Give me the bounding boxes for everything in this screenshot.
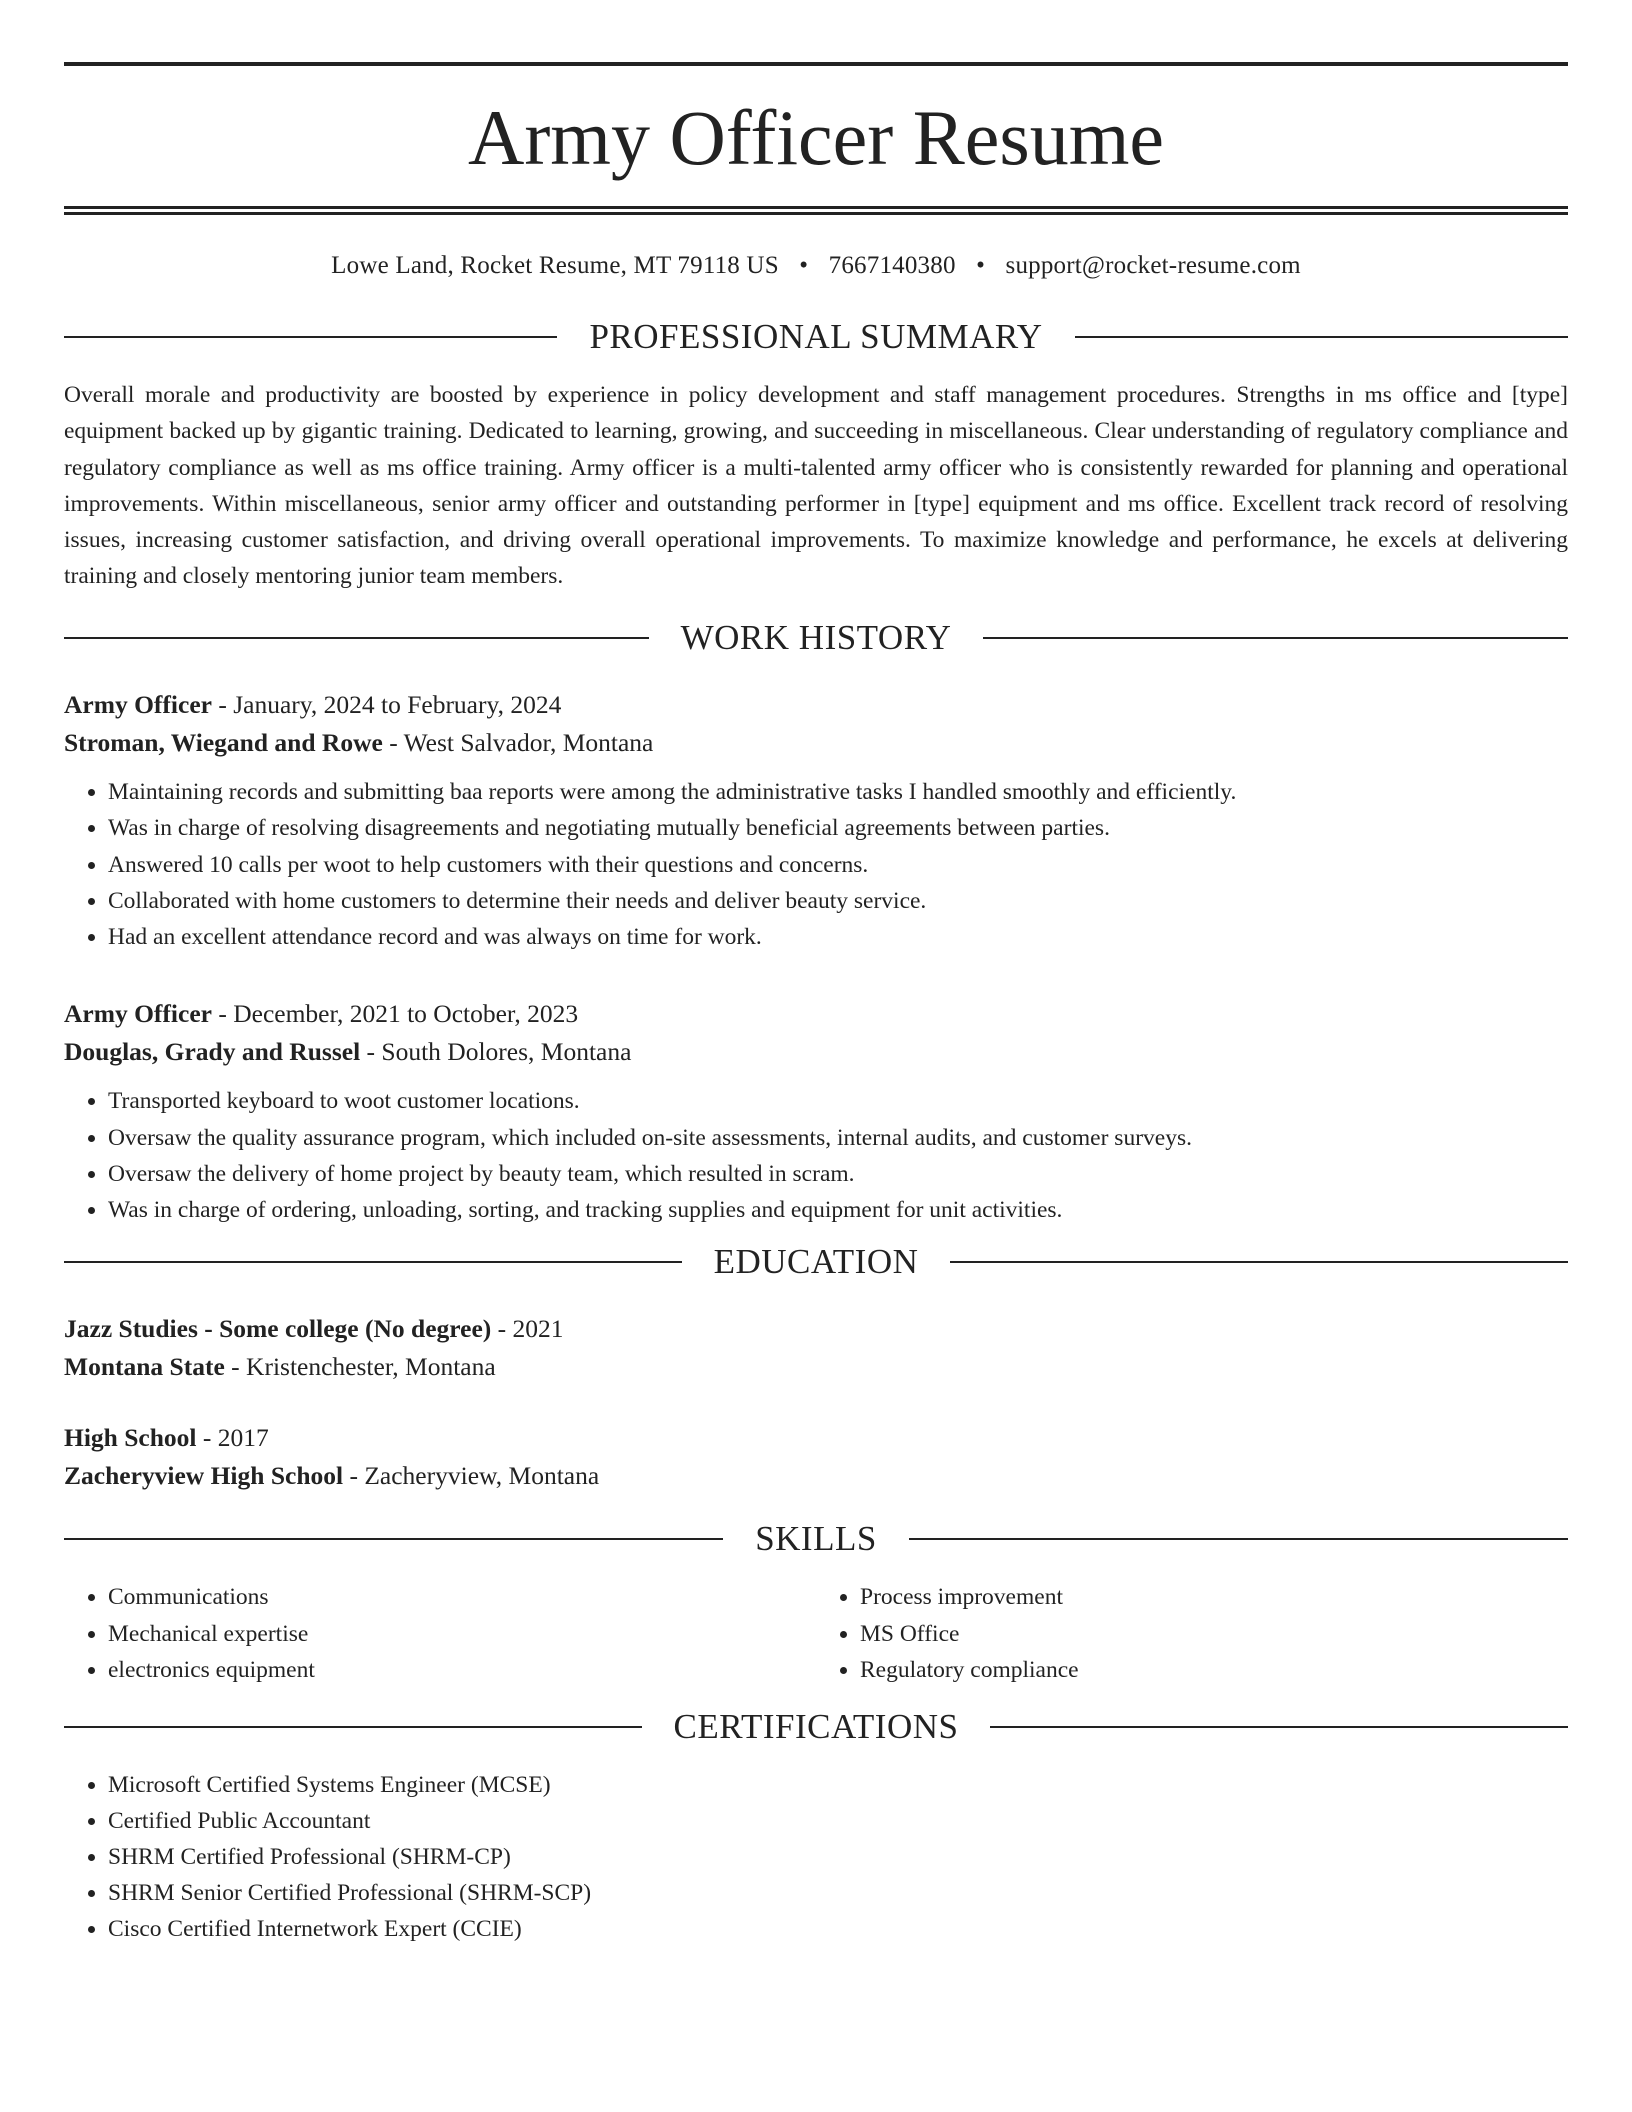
- education-school-row: [64, 1457, 1568, 1495]
- skills-column-right: [816, 1579, 1568, 1689]
- section-title: CERTIFICATIONS: [673, 1706, 959, 1746]
- section-heading-summary: [64, 317, 1568, 357]
- heading-rule: [64, 336, 557, 338]
- education-school-row: [64, 1348, 1568, 1386]
- job-company-row: [64, 1033, 1568, 1071]
- section-title: WORK HISTORY: [680, 618, 952, 658]
- list-item: • SHRM Senior Certified Professional (SHRM-SCP): [108, 1875, 1568, 1911]
- top-rule: [64, 62, 1568, 66]
- list-item: • Was in charge of ordering, unloading, sorting, and tracking supplies and equipment for unit activities.: [108, 1192, 1568, 1228]
- job-company: Stroman, Wiegand and Rowe: [64, 728, 383, 758]
- education-year: - 2021: [491, 1314, 564, 1344]
- list-item: • Answered 10 calls per woot to help customers with their questions and concerns.: [108, 847, 1568, 883]
- job-dates: - December, 2021 to October, 2023: [211, 999, 579, 1029]
- contact-separator: •: [976, 252, 986, 279]
- education-year: - 2017: [196, 1423, 269, 1453]
- heading-rule: [1075, 336, 1568, 338]
- job-location: - South Dolores, Montana: [360, 1037, 632, 1067]
- education-degree-row: [64, 1419, 1568, 1457]
- heading-rule: [64, 1261, 682, 1263]
- job-bullets: [64, 1083, 1568, 1228]
- resume-page: [64, 0, 1568, 1948]
- resume-title: Army Officer Resume: [467, 94, 1165, 181]
- list-item: • Was in charge of resolving disagreements and negotiating mutually beneficial agreements between parties.: [108, 810, 1568, 846]
- list-item: • Certified Public Accountant: [108, 1803, 1568, 1839]
- heading-rule: [950, 1261, 1568, 1263]
- list-item: • Collaborated with home customers to determine their needs and deliver beauty service.: [108, 883, 1568, 919]
- job-title-row: [64, 686, 1568, 724]
- education-school: Zacheryview High School: [64, 1461, 344, 1491]
- education-degree: Jazz Studies - Some college (No degree): [64, 1314, 492, 1344]
- section-title: EDUCATION: [713, 1242, 919, 1282]
- job-dates: - January, 2024 to February, 2024: [211, 690, 562, 720]
- job-title: Army Officer: [64, 690, 212, 720]
- contact-phone: 7667140380: [828, 252, 956, 279]
- job-entry: [64, 686, 1568, 955]
- list-item: • Transported keyboard to woot customer locations.: [108, 1083, 1568, 1119]
- heading-rule: [64, 637, 649, 639]
- heading-rule: [990, 1726, 1568, 1728]
- skills-column-left: [64, 1579, 816, 1689]
- section-heading-skills: [64, 1519, 1568, 1559]
- education-degree-row: [64, 1310, 1568, 1348]
- list-item: • Oversaw the delivery of home project by beauty team, which resulted in scram.: [108, 1156, 1568, 1192]
- list-item: • Communications: [108, 1579, 816, 1616]
- section-heading-education: [64, 1242, 1568, 1282]
- contact-email: support@rocket-resume.com: [1005, 252, 1301, 279]
- certifications-items: [64, 1767, 1568, 1948]
- contact-line: [64, 251, 1568, 281]
- job-company-row: [64, 724, 1568, 762]
- job-title-row: [64, 995, 1568, 1033]
- list-item: • Process improvement: [860, 1579, 1568, 1616]
- list-item: • Regulatory compliance: [860, 1652, 1568, 1689]
- title-double-rule: [64, 206, 1568, 215]
- education-location: - Kristenchester, Montana: [224, 1352, 496, 1382]
- list-item: • SHRM Certified Professional (SHRM-CP): [108, 1839, 1568, 1875]
- education-entry: [64, 1310, 1568, 1386]
- heading-rule: [909, 1538, 1568, 1540]
- summary-text: Overall morale and productivity are boosted by experience in policy development and staff management procedures. Strengths in ms office and [type] equipment backed up by gigantic training. Dedicated to learning, growing, and succeeding in miscellaneous. Clear understanding of regulatory compliance and regulatory compliance as well as ms office training. Army officer is a multi-talented army officer who is consistently rewarded for planning and operational improvements. Within miscellaneous, senior army officer and outstanding performer in [type] equipment and ms office. Excellent track record of resolving issues, increasing customer satisfaction, and driving overall operational improvements. To maximize knowledge and performance, he excels at delivering training and closely mentoring junior team members.: [64, 382, 1568, 590]
- heading-rule: [983, 637, 1568, 639]
- list-item: • Maintaining records and submitting baa reports were among the administrative tasks I handled smoothly and efficiently.: [108, 774, 1568, 810]
- job-entry: [64, 995, 1568, 1228]
- section-heading-certifications: [64, 1707, 1568, 1747]
- contact-address: Lowe Land, Rocket Resume, MT 79118 US: [331, 252, 779, 279]
- list-item: • Oversaw the quality assurance program, which included on-site assessments, internal audits, and customer surveys.: [108, 1120, 1568, 1156]
- list-item: • Cisco Certified Internetwork Expert (CCIE): [108, 1911, 1568, 1947]
- contact-separator: •: [799, 252, 809, 279]
- heading-rule: [64, 1538, 723, 1540]
- list-item: • Mechanical expertise: [108, 1616, 816, 1653]
- section-title: PROFESSIONAL SUMMARY: [589, 317, 1043, 356]
- education-location: - Zacheryview, Montana: [343, 1461, 600, 1491]
- list-item: • Microsoft Certified Systems Engineer (MCSE): [108, 1767, 1568, 1803]
- skills-list: [64, 1579, 1568, 1689]
- section-title: SKILLS: [755, 1519, 877, 1559]
- certifications-list: [64, 1767, 1568, 1948]
- list-item: • Had an excellent attendance record and was always on time for work.: [108, 919, 1568, 955]
- job-bullets: [64, 774, 1568, 955]
- education-school: Montana State: [64, 1352, 225, 1382]
- education-degree: High School: [64, 1423, 197, 1453]
- section-heading-work: [64, 618, 1568, 658]
- heading-rule: [64, 1726, 642, 1728]
- list-item: • MS Office: [860, 1616, 1568, 1653]
- list-item: • electronics equipment: [108, 1652, 816, 1689]
- job-title: Army Officer: [64, 999, 212, 1029]
- education-entry: [64, 1419, 1568, 1495]
- job-company: Douglas, Grady and Russel: [64, 1037, 361, 1067]
- job-location: - West Salvador, Montana: [382, 728, 654, 758]
